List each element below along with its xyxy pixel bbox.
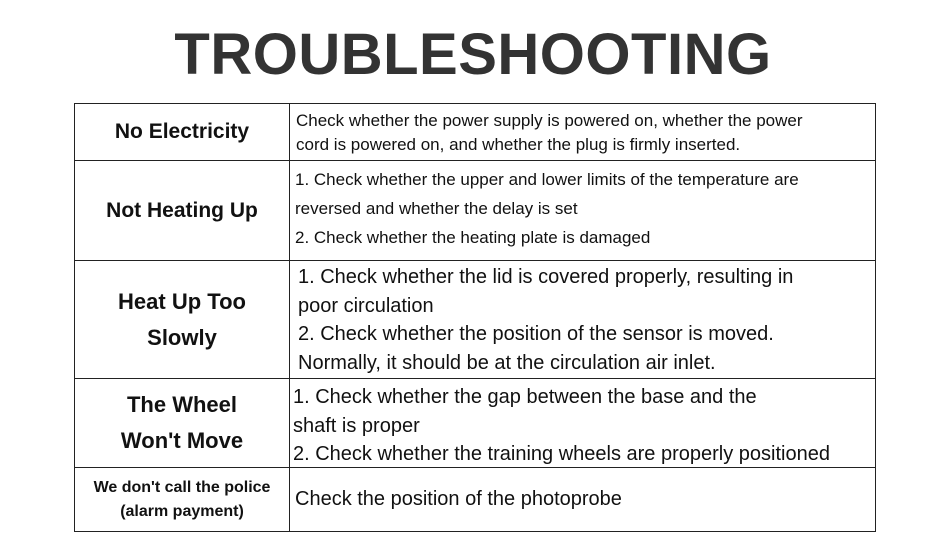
table-row (75, 261, 875, 379)
solution-cell (290, 468, 875, 531)
solution-line: shaft is proper (293, 414, 420, 437)
solution-line: 1. Check whether the upper and lower limits of the temperature are (295, 170, 799, 189)
solution-cell (290, 161, 875, 260)
problem-cell (75, 468, 290, 531)
solution-line: 2. Check whether the position of the sensor is moved. (298, 323, 774, 345)
solution-line: reversed and whether the delay is set (295, 199, 578, 218)
page-title: TROUBLESHOOTING (174, 22, 772, 87)
solution-line: 2. Check whether the training wheels are properly positioned (293, 443, 830, 465)
problem-cell (75, 261, 290, 378)
problem-label: Won't Move (120, 428, 244, 453)
problem-cell (75, 104, 290, 160)
solution-line: cord is powered on, and whether the plug is firmly inserted. (296, 135, 741, 154)
solution-line: Normally, it should be at the circulation air inlet. (298, 351, 716, 374)
troubleshooting-table (74, 103, 876, 532)
table-row (75, 104, 875, 161)
problem-label: Not Heating Up (106, 198, 258, 222)
table-row (75, 468, 875, 531)
solution-line: 2. Check whether the heating plate is damaged (295, 228, 651, 247)
solution-line: poor circulation (298, 294, 434, 317)
problem-label: No Electricity (114, 120, 250, 143)
solution-line: 1. Check whether the lid is covered properly, resulting in (298, 266, 794, 288)
solution-line: Check the position of the photoprobe (295, 488, 622, 510)
solution-line: Check whether the power supply is powered on, whether the power (296, 111, 803, 130)
problem-label: Heat Up Too (118, 288, 246, 314)
solution-cell (290, 379, 875, 467)
solution-line: 1. Check whether the gap between the base and the (293, 386, 757, 408)
problem-cell (75, 161, 290, 260)
problem-cell (75, 379, 290, 467)
table-row (75, 379, 875, 468)
problem-label: (alarm payment) (120, 502, 244, 520)
solution-cell (290, 104, 875, 160)
table-row (75, 161, 875, 261)
problem-label: We don't call the police (93, 478, 271, 496)
problem-label: Slowly (147, 324, 217, 350)
problem-label: The Wheel (126, 392, 237, 417)
solution-cell (290, 261, 875, 378)
